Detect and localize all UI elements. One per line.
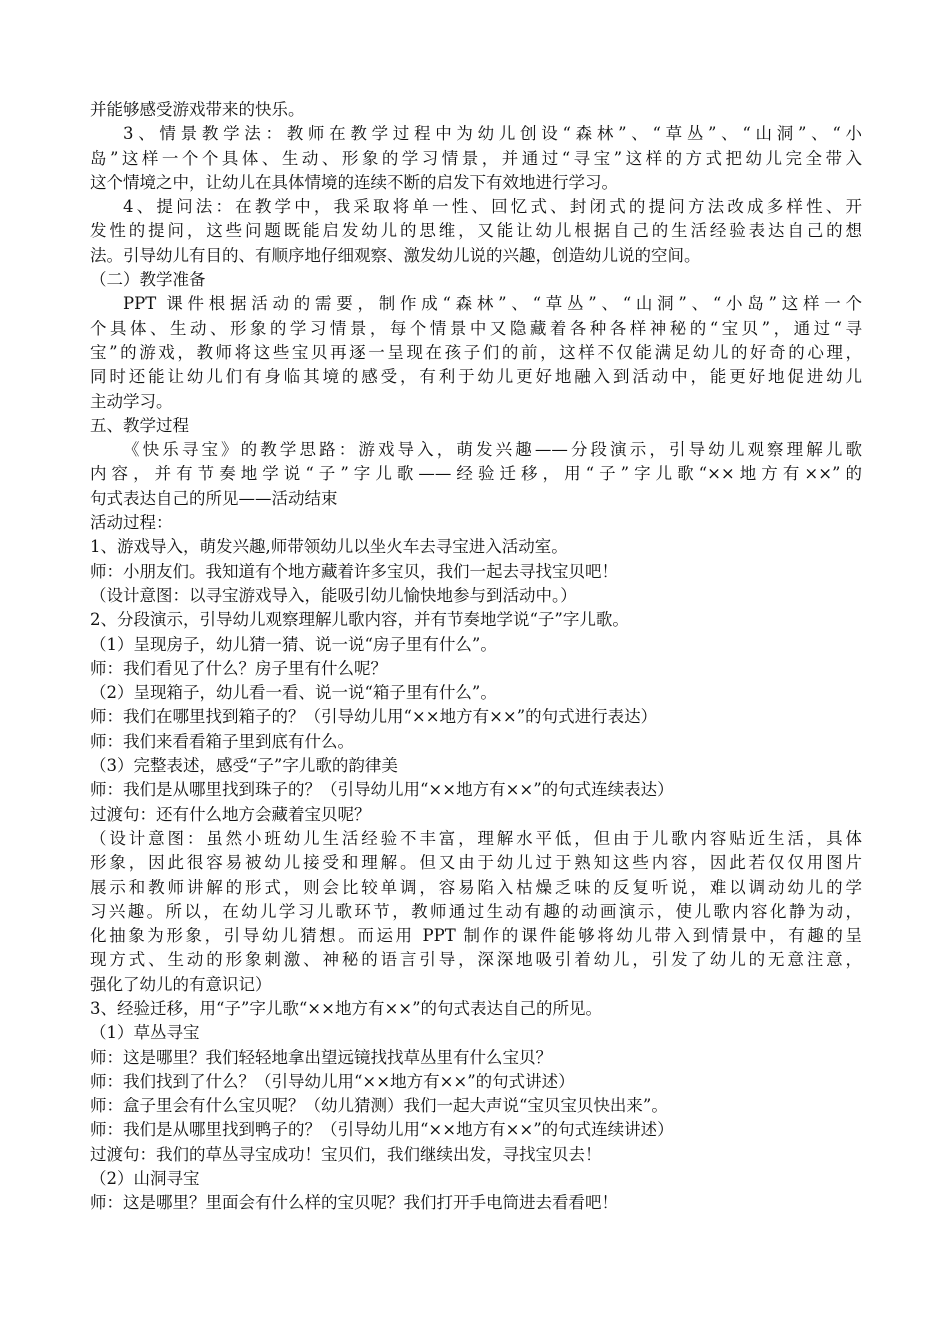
text-line: 展示和教师讲解的形式，则会比较单调，容易陷入枯燥乏味的反复听说，难以调动幼儿的学	[90, 877, 862, 897]
text-line: 3、经验迁移，用“子”字儿歌“××地方有××”的句式表达自己的所见。	[90, 998, 603, 1018]
document-page	[90, 98, 862, 1216]
text-line: 师：这是哪里？我们轻轻地拿出望远镜找找草丛里有什么宝贝？	[90, 1047, 552, 1067]
text-line: 过渡句：我们的草丛寻宝成功！宝贝们，我们继续出发，寻找宝贝去！	[90, 1144, 602, 1164]
text-line: （设计意图：虽然小班幼儿生活经验不丰富，理解水平低，但由于儿歌内容贴近生活，具体	[90, 828, 862, 848]
section-heading: 五、教学过程	[90, 415, 189, 435]
text-line: 师：我们找到了什么？（引导幼儿用“××地方有××”的句式讲述）	[90, 1071, 575, 1091]
text-line: 过渡句：还有什么地方会藏着宝贝呢？	[90, 804, 371, 824]
text-line: （1）草丛寻宝	[90, 1023, 200, 1043]
text-line: 师：我们在哪里找到箱子的？（引导幼儿用“××地方有××”的句式进行表达）	[90, 707, 658, 727]
text-line: 这个情境之中，让幼儿在具体情境的连续不断的启发下有效地进行学习。	[90, 172, 618, 192]
text-line: 师：我们是从哪里找到珠子的？（引导幼儿用“××地方有××”的句式连续表达）	[90, 780, 674, 800]
text-line: 4、提问法：在教学中，我采取将单一性、回忆式、封闭式的提问方法改成多样性、开	[123, 197, 862, 217]
text-line: （2）山洞寻宝	[90, 1169, 200, 1189]
text-line: 句式表达自己的所见——活动结束	[90, 488, 338, 508]
text-line: 师：这是哪里？里面会有什么样的宝贝呢？我们打开手电筒进去看看吧！	[90, 1193, 618, 1213]
text-line: 发性的提问，这些问题既能启发幼儿的思维，又能让幼儿根据自己的生活经验表达自己的想	[90, 221, 862, 241]
text-line: PPT 课件根据活动的需要，制作成“森林”、“草丛”、“山洞”、“小岛”这样一个	[123, 294, 862, 314]
text-line: 强化了幼儿的有意识记）	[90, 974, 272, 994]
text-line: 习兴趣。所以，在幼儿学习儿歌环节，教师通过生动有趣的动画演示，使儿歌内容化静为动，	[90, 901, 862, 921]
text-line: 岛”这样一个个具体、生动、形象的学习情景，并通过“寻宝”这样的方式把幼儿完全带入	[90, 148, 862, 168]
text-line: （1）呈现房子，幼儿猜一猜、说一说“房子里有什么”。	[90, 634, 497, 654]
section-heading: （二）教学准备	[90, 270, 206, 290]
text-line: 1、游戏导入，萌发兴趣,师带领幼儿以坐火车去寻宝进入活动室。	[90, 537, 568, 557]
text-line: （设计意图：以寻宝游戏导入，能吸引幼儿愉快地参与到活动中。）	[90, 585, 577, 605]
text-line: 师：我们看见了什么？房子里有什么呢？	[90, 658, 387, 678]
text-line: 3、情景教学法：教师在教学过程中为幼儿创设“森林”、“草丛”、“山洞”、“小	[123, 124, 862, 144]
text-line: 宝”的游戏，教师将这些宝贝再逐一呈现在孩子们的前，这样不仅能满足幼儿的好奇的心理，	[90, 342, 862, 362]
text-line: 并能够感受游戏带来的快乐。	[90, 100, 305, 119]
text-line: 法。引导幼儿有目的、有顺序地仔细观察、激发幼儿说的兴趣，创造幼儿说的空间。	[90, 245, 701, 265]
text-line: 活动过程：	[90, 513, 173, 533]
text-line: 师：盒子里会有什么宝贝呢？（幼儿猜测）我们一起大声说“宝贝宝贝快出来”。	[90, 1096, 668, 1116]
text-line: 《快乐寻宝》的教学思路：游戏导入，萌发兴趣——分段演示，引导幼儿观察理解儿歌	[123, 440, 862, 460]
text-line: 师：我们来看看箱子里到底有什么。	[90, 731, 354, 751]
text-line: 现方式、生动的形象刺激、神秘的语言引导，深深地吸引着幼儿，引发了幼儿的无意注意，	[90, 950, 862, 970]
text-line: 个具体、生动、形象的学习情景，每个情景中又隐藏着各种各样神秘的“宝贝”，通过“寻	[90, 318, 862, 338]
text-line: 化抽象为形象，引导幼儿猜想。而运用 PPT 制作的课件能够将幼儿带入到情景中，有趣的呈	[90, 926, 862, 946]
text-line: 内容，并有节奏地学说“子”字儿歌——经验迁移，用“子”字儿歌“××地方有××”的	[90, 464, 862, 484]
text-line: 师：小朋友们。我知道有个地方藏着许多宝贝，我们一起去寻找宝贝吧！	[90, 561, 618, 581]
text-line: （2）呈现箱子，幼儿看一看、说一说“箱子里有什么”。	[90, 683, 497, 703]
text-line: 2、分段演示，引导幼儿观察理解儿歌内容，并有节奏地学说“子”字儿歌。	[90, 610, 629, 630]
text-line: 同时还能让幼儿们有身临其境的感受，有利于幼儿更好地融入到活动中，能更好地促进幼儿	[90, 367, 862, 387]
text-line: 形象，因此很容易被幼儿接受和理解。但又由于幼儿过于熟知这些内容，因此若仅仅用图片	[90, 853, 862, 873]
text-line: 师：我们是从哪里找到鸭子的？（引导幼儿用“××地方有××”的句式连续讲述）	[90, 1120, 674, 1140]
text-line: 主动学习。	[90, 391, 173, 411]
text-line: （3）完整表述，感受“子”字儿歌的韵律美	[90, 756, 398, 776]
